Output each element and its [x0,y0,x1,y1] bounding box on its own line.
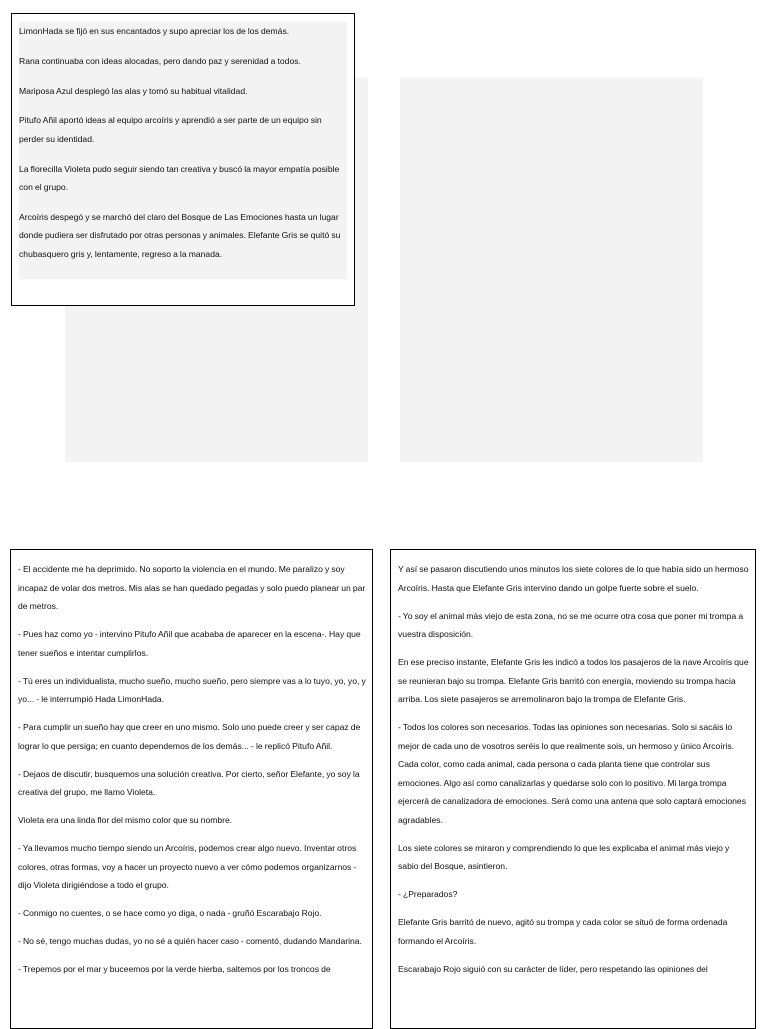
paragraph: Y así se pasaron discutiendo unos minutos los siete colores de lo que había sido un hermoso Arcoíris. Hasta que Elefante Gris intervino dando un golpe fuerte sobre el suelo. [398,564,749,593]
paragraph: Arcoíris despegó y se marchó del claro del Bosque de Las Emociones hasta un lugar donde pudiera ser disfrutado por otras personas y animales. Elefante Gris se quitó su chubasquero gris y, lentamente, regreso a la manada. [19,211,341,259]
paragraph: - Yo soy el animal más viejo de esta zona, no se me ocurre otra cosa que poner mi trompa a vuestra disposición. [398,610,744,639]
paragraph: - No sé, tengo muchas dudas, yo no sé a quién hacer caso - comentó, dudando Mandarina. [18,936,362,946]
paragraph: En ese preciso instante, Elefante Gris les indicó a todos los pasajeros de la nave Arcoíris que se reunieran bajo su trompa. Elefante Gris barritó con energía, moviendo su trompa hacia arriba. Los siete pasajeros se arremolinaron bajo la trompa de Elefante Gris. [398,657,749,704]
paragraph: - Pues haz como yo - intervino Pitufo Añil que acababa de aparecer en la escena-. Hay que tener sueños e intentar cumplirlos. [18,629,361,658]
paragraph: Violeta era una linda flor del mismo color que su nombre. [18,815,233,825]
text-box-top-content [19,22,347,279]
paragraph: Escarabajo Rojo siguió con su carácter de líder, pero respetando las opiniones del [398,963,708,974]
paragraph: Pitufo Añil aportó ideas al equipo arcoíris y aprendió a ser parte de un equipo sin perder su identidad. [19,115,322,144]
paragraph: - El accidente me ha deprimido. No soporto la violencia en el mundo. Me paralizo y soy incapaz de volar dos metros. Mis alas se han quedado pegadas y solo puedo planear un par de metros. [18,564,366,611]
page-thumbnail-right [400,78,703,462]
paragraph: - Ya llevamos mucho tiempo siendo un Arcoíris, podemos crear algo nuevo. Inventar otros colores, otras formas, voy a hacer un proyecto nuevo a ver cómo podemos organizarnos - dijo Violeta dirigiéndose a todo el grupo. [18,843,357,890]
paragraph: - ¿Preparados? [398,889,458,899]
paragraph: - Dejaos de discutir, busquemos una solución creativa. Por cierto, señor Elefante, yo soy la creativa del grupo, me llamo Violeta. [18,768,360,797]
paragraph: - Para cumplir un sueño hay que creer en uno mismo. Solo uno puede creer y ser capaz de lograr lo que persiga; en cuanto dependemos de los demás... - le replicó Pitufo Añil. [18,722,361,751]
paragraph: Rana continuaba con ideas alocadas, pero dando paz y serenidad a todos. [19,55,301,66]
paragraph: - Conmigo no cuentes, o se hace como yo diga, o nada - gruñó Escarabajo Rojo. [18,908,322,918]
paragraph: Mariposa Azul desplegó las alas y tomó su habitual vitalidad. [19,85,248,96]
paragraph: - Tú eres un individualista, mucho sueño, mucho sueño, pero siempre vas a lo tuyo, yo, yo, y yo... - le interrumpió Hada LimonHada. [18,675,366,704]
text-box-top [11,13,355,306]
paragraph: LimonHada se fijó en sus encantados y supo apreciar los de los demás. [19,26,290,36]
paragraph: Elefante Gris barritó de nuevo, agitó su trompa y cada color se situó de forma ordenada formando el Arcoíris. [398,917,728,946]
page-left [10,549,373,1029]
paragraph: Los siete colores se miraron y comprendiendo lo que les explicaba el animal más viejo y sabio del Bosque, asintieron. [398,842,730,871]
paragraph: La florecilla Violeta pudo seguir siendo tan creativa y buscó la mayor empatía posible con el grupo. [19,163,340,193]
paragraph: - Trepemos por el mar y buceemos por la verde hierba, saltemos por los troncos de [18,964,331,974]
page-right [390,549,756,1029]
paragraph: - Todos los colores son necesarios. Todas las opiniones son necesarias. Solo si sacáis lo mejor de cada uno de vosotros seréis lo que realmente sois, un hermoso y único Arcoíris. Cada color, como cada animal, cada persona o cada planta tiene que controlar sus emociones. Algo así como canalizarlas y quedarse solo con lo positivo. Mi larga trompa ejercerá de canalizadora de emociones. Será como una antena que solo captará emociones agradables. [398,722,747,825]
